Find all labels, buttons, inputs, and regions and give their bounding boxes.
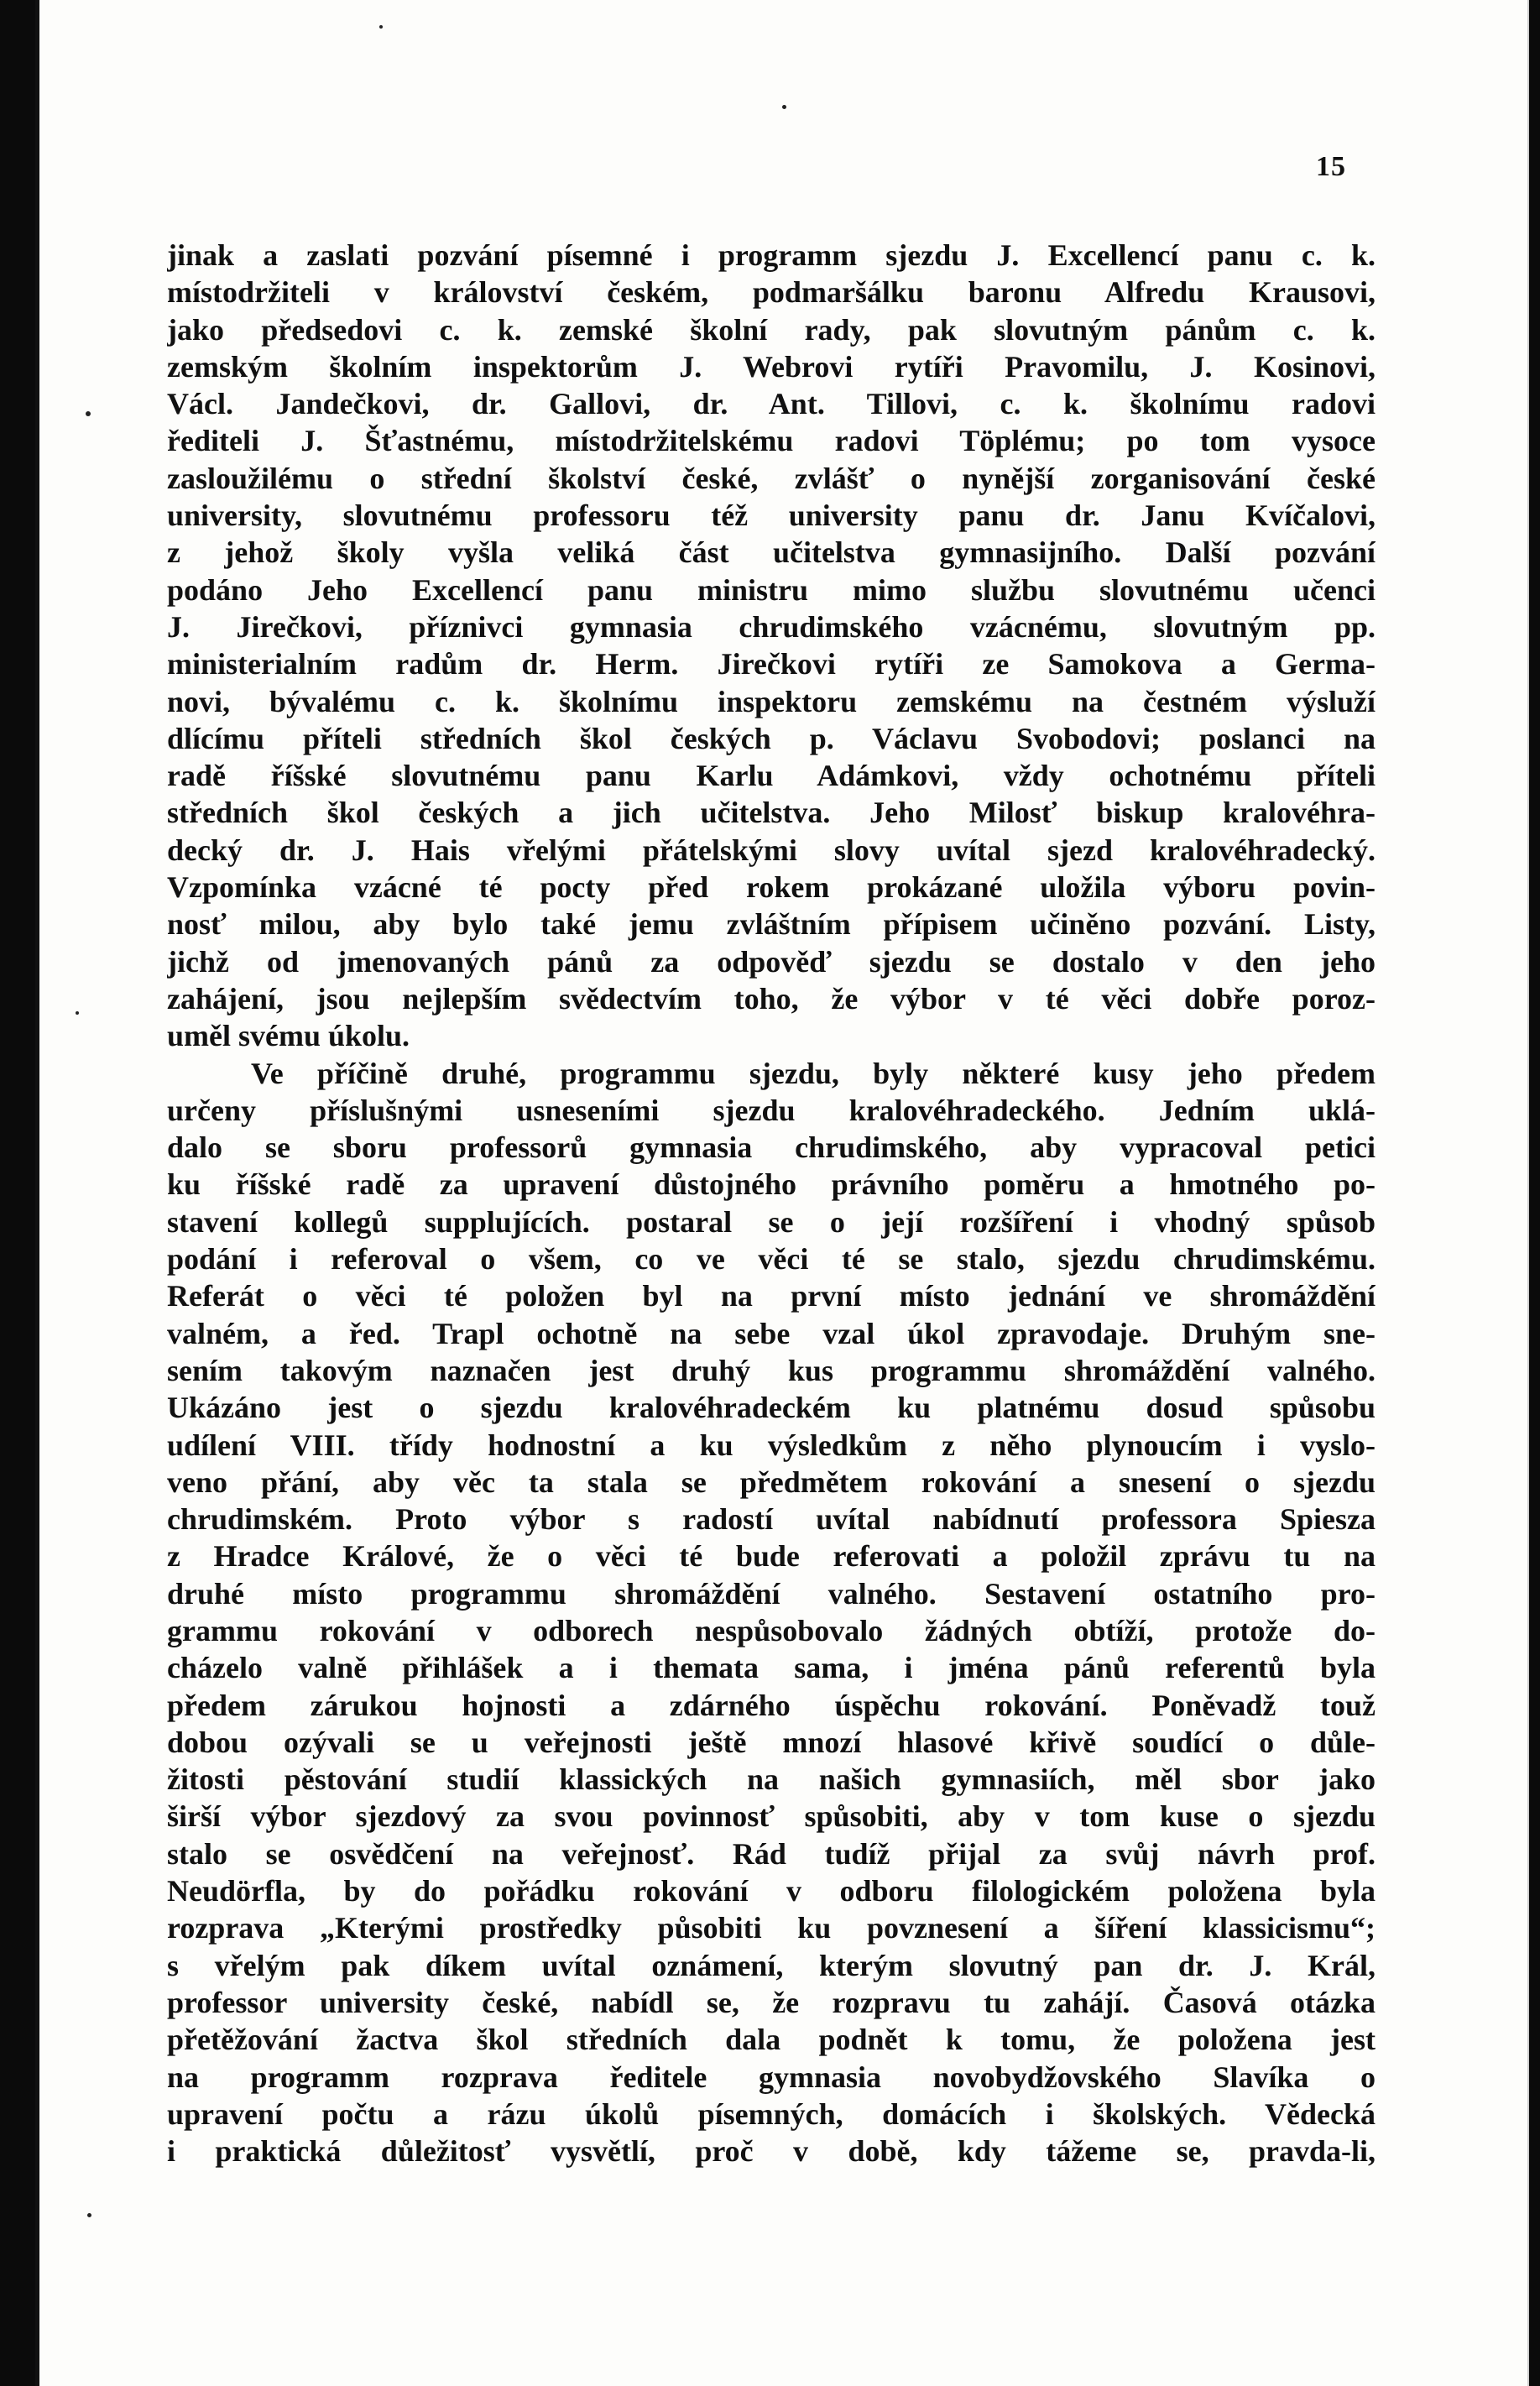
text-line: jichž od jmenovaných pánů za odpověď sjezdu se dostalo v den jeho [167,944,1376,979]
text-line: z Hradce Králové, že o věci té bude referovati a položil zprávu tu na [167,1539,1376,1574]
book-page [35,0,1529,2386]
text-line: J. Jirečkovi, příznivci gymnasia chrudimského vzácnému, slovutným pp. [167,609,1376,644]
page-number: 15 [1316,151,1346,182]
text-line: upravení počtu a rázu úkolů písemných, domácích i školských. Vědecká [167,2096,1376,2131]
text-line: jako předsedovi c. k. zemské školní rady, pak slovutným pánům c. k. [167,312,1376,347]
text-line: i praktická důležitosť vysvětlí, proč v době, kdy tážeme se, pravda-li, [167,2134,1376,2169]
text-line: Ukázáno jest o sjezdu kralovéhradeckém ku platnému dosud spůsobu [167,1391,1376,1425]
body-text [167,237,1376,2169]
text-line: ministerialním radům dr. Herm. Jirečkovi rytíři ze Samokova a Germa- [167,647,1376,681]
text-line: dobou ozývali se u veřejnosti ještě mnozí hlasové křivě soudící o důle- [167,1725,1376,1759]
text-line: dalo se sboru professorů gymnasia chrudimského, aby vypracoval petici [167,1130,1376,1165]
text-line: určeny příslušnými usneseními sjezdu kralovéhradeckého. Jedním uklá- [167,1093,1376,1127]
text-line: zasloužilému o střední školství české, zvlášť o nynější zorganisování české [167,461,1376,495]
text-line: valném, a řed. Trapl ochotně na sebe vzal úkol zpravodaje. Druhým sne- [167,1316,1376,1350]
text-line: sením takovým naznačen jest druhý kus programmu shromáždění valného. [167,1353,1376,1387]
text-line: dlícímu příteli středních škol českých p. Václavu Svobodovi; poslanci na [167,721,1376,755]
text-line: podání i referoval o všem, co ve věci té se stalo, sjezdu chrudimskému. [167,1242,1376,1277]
text-line: novi, bývalému c. k. školnímu inspektoru zemskému na čestném výsluží [167,684,1376,718]
scan-speck [782,105,786,109]
text-line: radě říšské slovutnému panu Karlu Adámkovi, vždy ochotnému příteli [167,759,1376,793]
text-line: veno přání, aby věc ta stala se předmětem rokování a snesení o sjezdu [167,1464,1376,1499]
text-line: na programm rozprava ředitele gymnasia novobydžovského Slavíka o [167,2060,1376,2094]
text-line: přetěžování žactva škol středních dala podnět k tomu, že položena jest [167,2023,1376,2057]
text-line: stavení kollegů supplujících. postaral se o její rozšíření i vhodný spůsob [167,1204,1376,1239]
text-line: university, slovutnému professoru též university panu dr. Janu Kvíčalovi, [167,499,1376,533]
scan-speck [86,411,91,416]
text-line: místodržiteli v království českém, podmaršálku baronu Alfredu Krausovi, [167,275,1376,310]
text-line: stalo se osvědčení na veřejnosť. Rád tudíž přijal za svůj návrh prof. [167,1836,1376,1871]
text-line: decký dr. J. Hais vřelými přátelskými slovy uvítal sjezd kralovéhradecký. [167,833,1376,867]
text-line: zahájení, jsou nejlepším svědectvím toho, že výbor v té věci dobře poroz- [167,981,1376,1015]
scan-speck [379,25,383,29]
text-line: řediteli J. Šťastnému, místodržitelskému radovi Töplému; po tom vysoce [167,424,1376,458]
text-line: podáno Jeho Excellencí panu ministru mimo službu slovutnému učenci [167,572,1376,607]
text-line: z jehož školy vyšla veliká část učitelstva gymnasijního. Další pozvání [167,535,1376,570]
text-line: jinak a zaslati pozvání písemné i programm sjezdu J. Excellencí panu c. k. [167,238,1376,272]
text-line: chrudimském. Proto výbor s radostí uvítal nabídnutí professora Spiesza [167,1502,1376,1537]
text-line: žitosti pěstování studií klassických na našich gymnasiích, měl sbor jako [167,1762,1376,1797]
page-edge [35,0,39,2386]
text-line: středních škol českých a jich učitelstva. Jeho Milosť biskup kralovéhra- [167,796,1376,830]
text-line: uměl svému úkolu. [167,1019,410,1053]
text-line: Vzpomínka vzácné té pocty před rokem prokázané uložila výboru povin- [167,870,1376,905]
text-line: rozprava „Kterými prostředky působiti ku povznesení a šíření klassicismu“; [167,1911,1376,1945]
text-line: Neudörfla, by do pořádku rokování v odboru filologickém položena byla [167,1874,1376,1908]
text-line: Referát o věci té položen byl na první místo jednání ve shromáždění [167,1279,1376,1313]
text-line: nosť milou, aby bylo také jemu zvláštním přípisem učiněno pozvání. Listy, [167,907,1376,942]
text-line: druhé místo programmu shromáždění valného. Sestavení ostatního pro- [167,1576,1376,1611]
text-line: předem zárukou hojnosti a zdárného úspěchu rokování. Poněvadž touž [167,1688,1376,1722]
text-line: s vřelým pak díkem uvítal oznámení, kterým slovutný pan dr. J. Král, [167,1948,1376,1982]
text-line: cházelo valně přihlášek a i themata sama, i jména pánů referentů byla [167,1651,1376,1685]
scan-speck [76,1011,79,1015]
paragraph-start-line: Ve příčině druhé, programmu sjezdu, byly některé kusy jeho předem [251,1056,1376,1090]
text-line: ku říšské radě za upravení důstojného právního poměru a hmotného po- [167,1167,1376,1202]
text-line: udílení VIII. třídy hodnostní a ku výsledkům z něho plynoucím i vyslo- [167,1428,1376,1462]
text-line: zemským školním inspektorům J. Webrovi rytíři Pravomilu, J. Kosinovi, [167,349,1376,384]
text-line: grammu rokování v odborech nespůsobovalo žádných obtíží, protože do- [167,1613,1376,1647]
scan-speck [87,2213,91,2217]
text-line: Václ. Jandečkovi, dr. Gallovi, dr. Ant. Tillovi, c. k. školnímu radovi [167,387,1376,421]
text-line: professor university české, nabídl se, že rozpravu tu zahájí. Časová otázka [167,1985,1376,2019]
text-line: širší výbor sjezdový za svou povinnosť spůsobiti, aby v tom kuse o sjezdu [167,1799,1376,1834]
